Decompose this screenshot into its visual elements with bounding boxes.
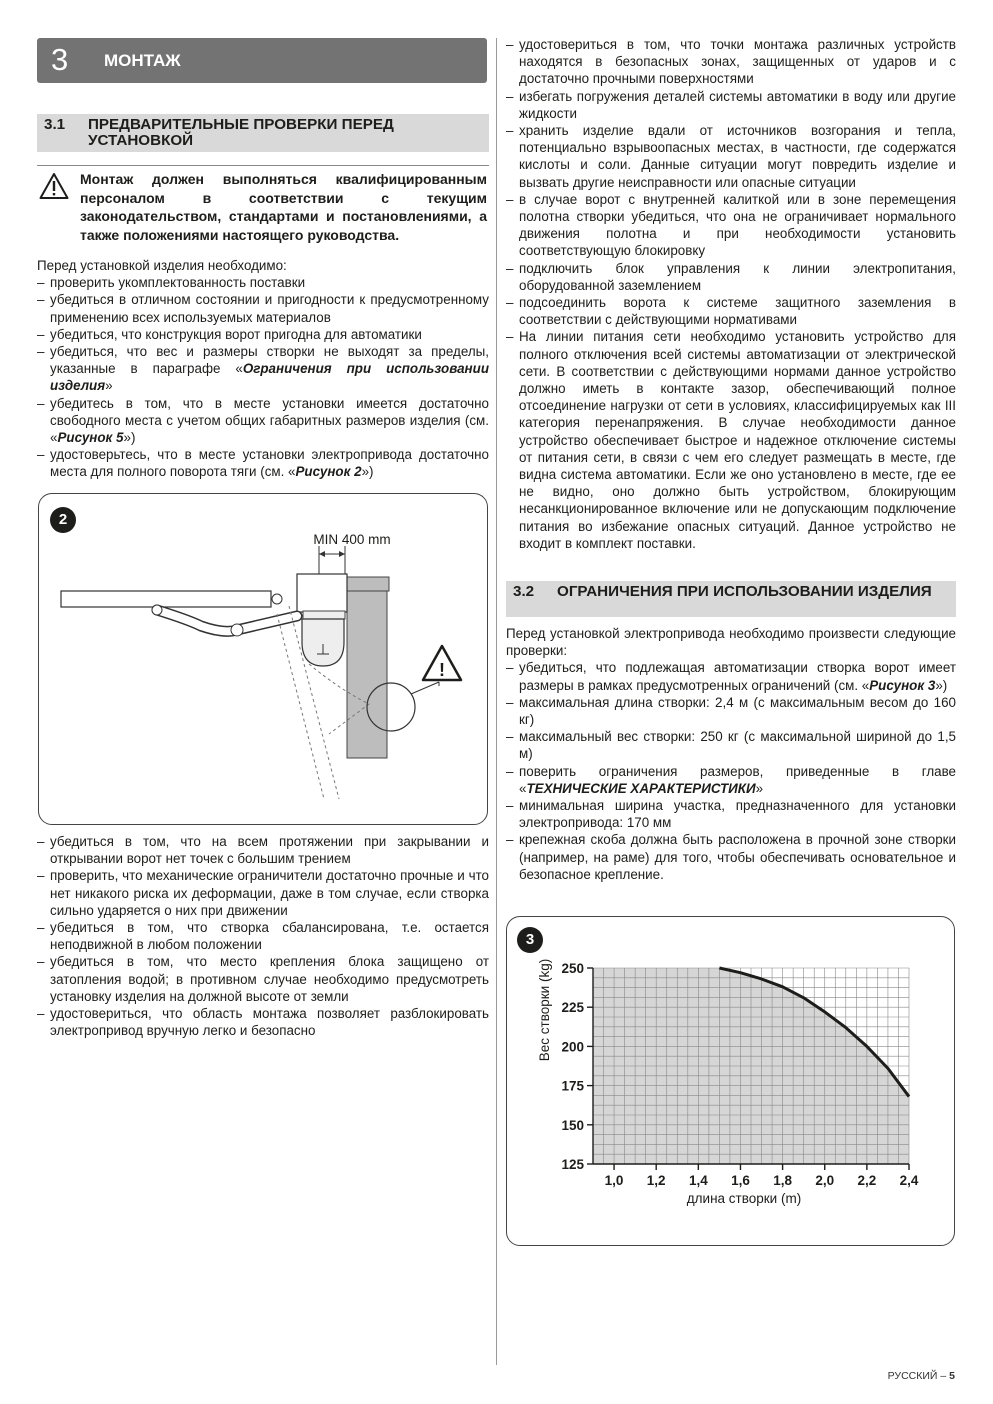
list-item: – поверить ограничения размеров, приведенные в главе «ТЕХНИЧЕСКИЕ ХАРАКТЕРИСТИКИ» (506, 763, 956, 797)
chapter-title: МОНТАЖ (104, 51, 181, 70)
column-divider (496, 38, 497, 1365)
list-item: – проверить укомплектованность поставки (37, 274, 489, 291)
y-tick-label: 150 (561, 1117, 584, 1133)
list-item: – На линии питания сети необходимо установить устройство для полного отключения всей системы автоматизации от электрической сети. В соответствии с действующими нормами данное устройство должно иметь в контакте зазор, обеспечивающий полное отсоединение нагрузки от сети в условиях, классифицируемых как III категория перенапряжения. В случае необходимости данное устройство обеспечивает быстрое и надежное отключение системы от питания сети, в связи с чем его следует размещать в месте, где видна система автоматики. Если же оно установлено в месте, где ее не видно, оно должно быть устройством, блокирующим несанкционированное включение или не допускающим подключение питания во избежание опасных ситуаций. Данное устройство не входит в комплект поставки. (506, 328, 956, 552)
y-tick-label: 250 (561, 961, 584, 976)
y-tick-label: 175 (561, 1078, 584, 1094)
list-item: – избегать погружения деталей системы автоматики в воду или другие жидкости (506, 88, 956, 122)
cross-reference: Рисунок 3 (869, 677, 936, 693)
list-item: – минимальная ширина участка, предназначенного для установки электропривода: 170 мм (506, 797, 956, 831)
checklist-d (506, 659, 956, 883)
list-item: – убедиться, что вес и размеры створки не выходят за пределы, указанные в параграфе «Ограничения при использовании изделия» (37, 343, 489, 395)
list-item: – проверить, что механические ограничители достаточно прочные и что нет никакого риска их деформации, даже в том случае, если створка сильно ударяется о них при движении (37, 867, 489, 919)
chapter-header (37, 38, 487, 83)
list-item: – убедиться в отличном состоянии и пригодности к предусмотренному применению всех используемых материалов (37, 291, 489, 325)
checklist-b (37, 833, 489, 1039)
list-item: – подключить блок управления к линии электропитания, оборудованной заземлением (506, 260, 956, 294)
list-item: – удостовериться в том, что точки монтажа различных устройств находятся в безопасных зонах, защищенных от ударов и с достаточно прочными поверхностями (506, 36, 956, 88)
intro-text: Перед установкой изделия необходимо: (37, 258, 287, 273)
x-tick-label: 1,4 (688, 1173, 708, 1188)
x-tick-label: 1,0 (604, 1173, 624, 1188)
list-item: – убедиться в том, что место крепления блока защищено от затопления водой; в противном случае необходимо предусмотреть установку изделия на должной высоте от земли (37, 953, 489, 1005)
list-item: – убедиться в том, что створка сбалансирована, т.е. остается неподвижной в любом положении (37, 919, 489, 953)
x-tick-label: 2,2 (857, 1173, 877, 1188)
page-footer (888, 1370, 955, 1382)
list-item: – максимальный вес створки: 250 кг (с максимальной шириной до 1,5 м) (506, 728, 956, 762)
installation-diagram (39, 494, 487, 824)
y-tick-label: 200 (561, 1039, 584, 1055)
x-tick-label: 1,2 (646, 1173, 666, 1188)
dimension-label: MIN 400 mm (313, 532, 391, 547)
warning-text: Монтаж должен выполняться квалифицированным персоналом в соответствии с текущим законодательством, стандартами и постановлениями, а также положениями настоящего руководства. (80, 171, 487, 243)
cross-reference: Ограничения при использовании изделия (50, 361, 489, 394)
list-item: – убедиться, что конструкция ворот пригодна для автоматики (37, 326, 489, 343)
chapter-number: 3 (51, 42, 69, 77)
warning-triangle-icon (39, 172, 69, 205)
gate-leaf (61, 591, 271, 607)
section-3-1-header (37, 114, 489, 152)
figure-2 (38, 493, 488, 825)
right-text-block-2 (506, 625, 956, 883)
list-item: – максимальная длина створки: 2,4 м (с максимальным весом до 160 кг) (506, 694, 956, 728)
list-item: – удостовериться, что область монтажа позволяет разблокировать электропривод вручную легко и безопасно (37, 1005, 489, 1039)
y-axis-label: Вес створки (kg) (537, 958, 552, 1062)
left-text-block-1 (37, 257, 489, 481)
y-tick-label: 225 (561, 1000, 584, 1016)
section-number: 3.1 (44, 116, 66, 133)
right-text-block-1 (506, 36, 956, 552)
x-tick-label: 2,0 (815, 1173, 835, 1188)
list-item: – убедиться в том, что на всем протяжении при закрывании и открывании ворот нет точек с большим трением (37, 833, 489, 867)
figure-3 (506, 916, 955, 1246)
list-item: – убедитесь в том, что в месте установки имеется достаточно свободного места с учетом общих габаритных размеров изделия (см. «Рисунок 5») (37, 395, 489, 447)
section-number: 3.2 (513, 583, 535, 600)
section-rule (37, 165, 489, 166)
figure-badge: 2 (50, 507, 76, 533)
checklist-c (506, 36, 956, 552)
left-text-block-2 (37, 833, 489, 1039)
list-item: – подсоединить ворота к системе защитного заземления в соответствии с действующими нормативами (506, 294, 956, 328)
cross-reference: Рисунок 5 (57, 430, 124, 446)
page-number: 5 (949, 1370, 955, 1382)
figure-badge: 3 (517, 927, 543, 953)
x-tick-label: 1,8 (773, 1173, 792, 1188)
wall (347, 590, 387, 758)
checklist-a (37, 274, 489, 480)
x-tick-label: 2,4 (899, 1173, 919, 1188)
section-3-2-header (506, 581, 956, 617)
x-axis-label: длина створки (m) (686, 1191, 802, 1206)
danger-glyph: ! (439, 660, 445, 680)
section-title: ОГРАНИЧЕНИЯ ПРИ ИСПОЛЬЗОВАНИИ ИЗДЕЛИЯ (557, 583, 932, 600)
list-item: – удостоверьтесь, что в месте установки электропривода достаточно места для полного поворота тяги (см. «Рисунок 2») (37, 446, 489, 480)
list-item: – крепежная скоба должна быть расположена в прочной зоне створки (например, на раме) для того, чтобы обеспечивать основательное и безопасное крепление. (506, 831, 956, 883)
cross-reference: ТЕХНИЧЕСКИЕ ХАРАКТЕРИСТИКИ (526, 780, 756, 796)
intro-text: Перед установкой электропривода необходимо произвести следующие проверки: (506, 626, 956, 659)
x-tick-label: 1,6 (731, 1173, 750, 1188)
weight-length-chart (507, 917, 954, 1245)
y-tick-label: 125 (561, 1157, 584, 1172)
list-item: – убедиться, что подлежащая автоматизации створка ворот имеет размеры в рамках предусмотренных ограничений (см. «Рисунок 3») (506, 659, 956, 693)
section-title: ПРЕДВАРИТЕЛЬНЫЕ ПРОВЕРКИ ПЕРЕД УСТАНОВКОЙ (88, 116, 394, 149)
motor-body (297, 574, 347, 612)
list-item: – в случае ворот с внутренней калиткой или в зоне перемещения полотна створки убедиться, что она не ограничивает нормального движения полотна и при необходимости установить соответствующую блокировку (506, 191, 956, 260)
list-item: – хранить изделие вдали от источников возгорания и тепла, потенциально взрывоопасных местах, в частности, где содержатся кислоты и соли. Данные ситуации могут повредить изделие и вызвать другие неисправности или опасные ситуации (506, 122, 956, 191)
footer-language: РУССКИЙ – (887, 1370, 950, 1382)
cross-reference: Рисунок 2 (295, 464, 362, 480)
